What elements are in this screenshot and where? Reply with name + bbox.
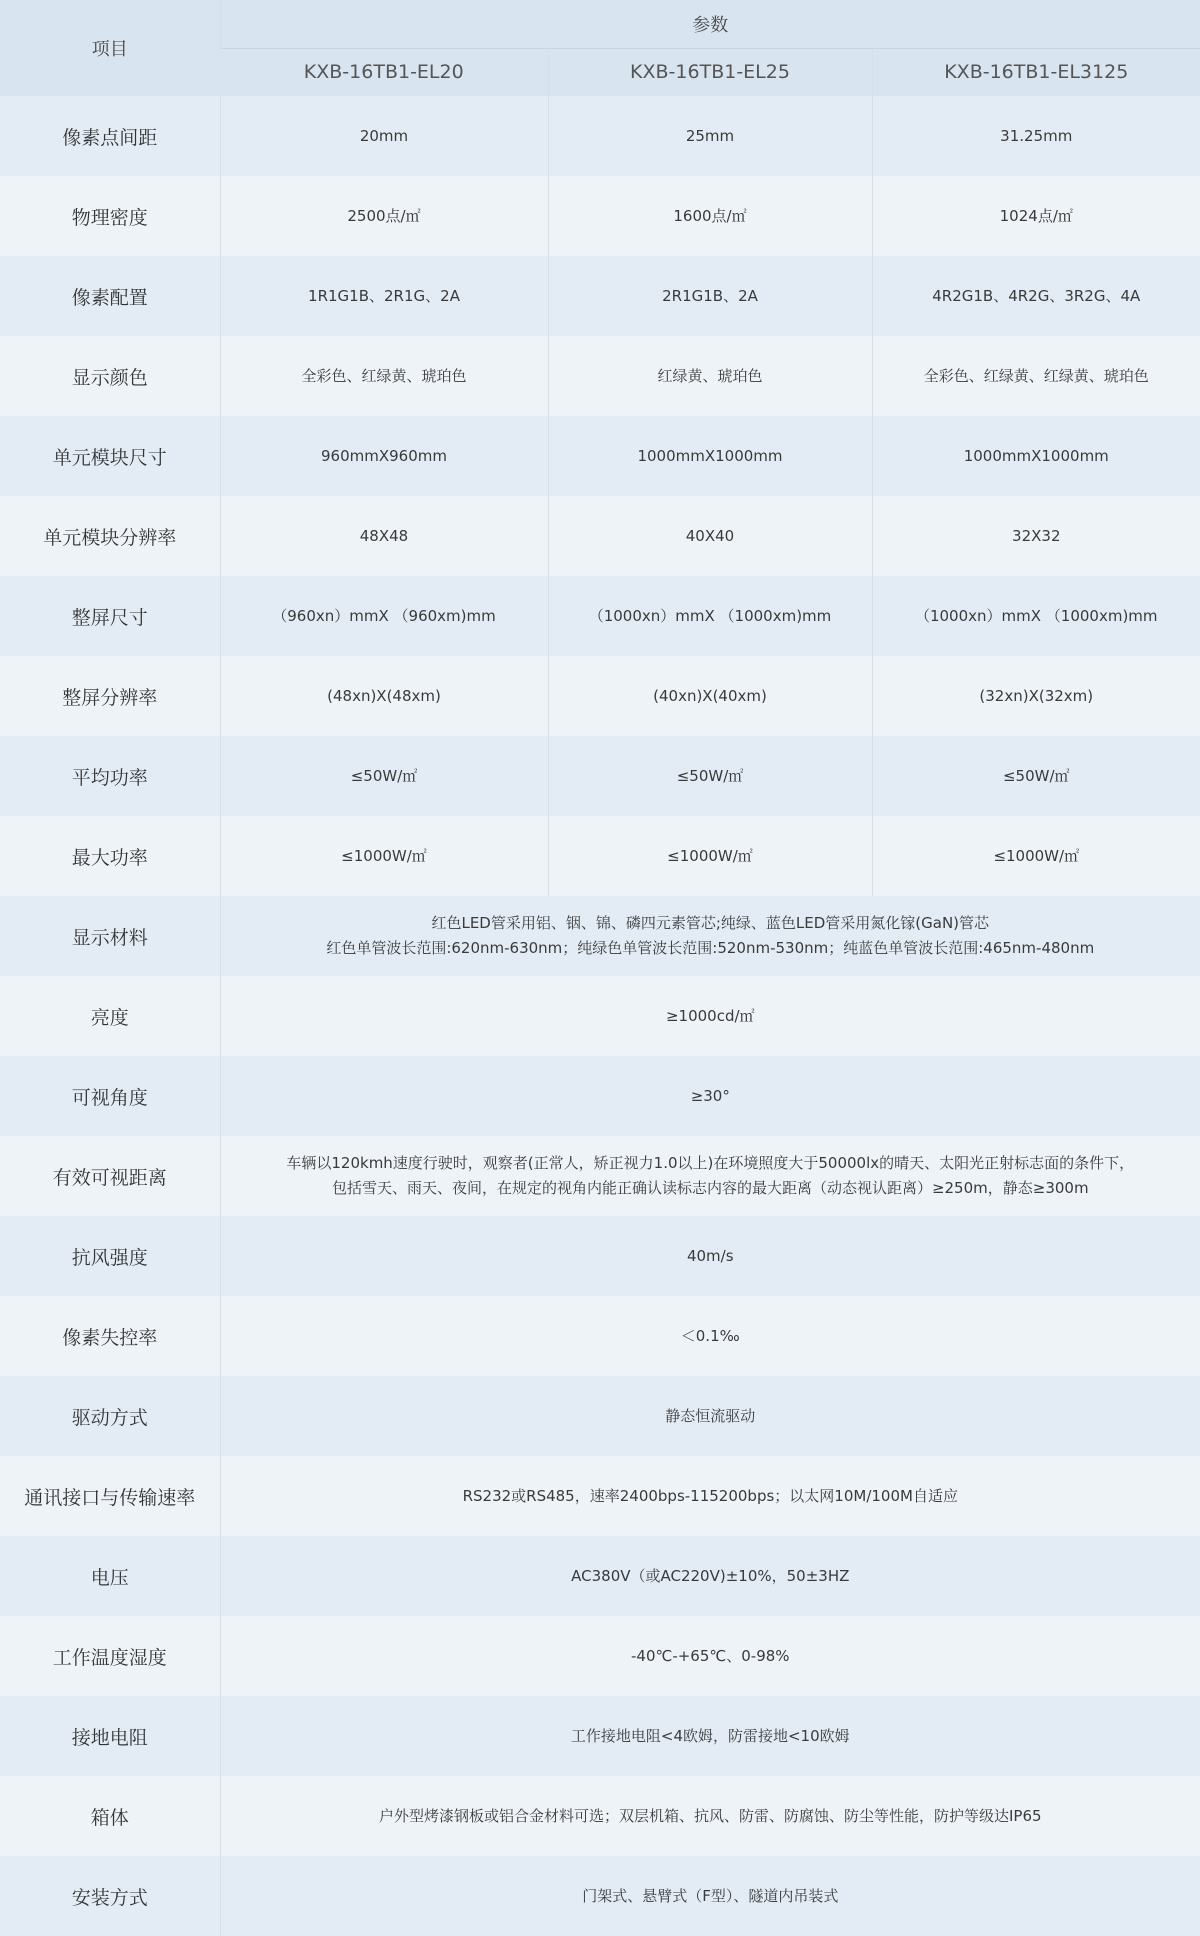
row-label: 安装方式: [0, 1856, 220, 1936]
row-value: (32xn)X(32xm): [872, 656, 1200, 736]
row-value: [220, 1616, 1200, 1696]
row-value: ≤1000W/㎡: [548, 816, 872, 896]
row-value: 32X32: [872, 496, 1200, 576]
value-line: 门架式、悬臂式（F型）、隧道内吊装式: [221, 1884, 1200, 1909]
table-row: [0, 1776, 1200, 1856]
table-row: [0, 1536, 1200, 1616]
row-label: 像素点间距: [0, 96, 220, 176]
table-row: [0, 1376, 1200, 1456]
table-row: [0, 1056, 1200, 1136]
table-row: [0, 1696, 1200, 1776]
value-line: ≥30°: [221, 1084, 1200, 1109]
row-value: (48xn)X(48xm): [220, 656, 548, 736]
header-params: 参数: [220, 0, 1200, 48]
value-line: ＜0.1‰: [221, 1324, 1200, 1349]
row-value: 1000mmX1000mm: [872, 416, 1200, 496]
row-value: 40X40: [548, 496, 872, 576]
row-value: ≤50W/㎡: [872, 736, 1200, 816]
table-row: [0, 1296, 1200, 1376]
table-row: [0, 576, 1200, 656]
table-row: [0, 656, 1200, 736]
row-label: 工作温度湿度: [0, 1616, 220, 1696]
row-value: 4R2G1B、4R2G、3R2G、4A: [872, 256, 1200, 336]
value-line: ≥1000cd/㎡: [221, 1004, 1200, 1029]
header-model: KXB-16TB1-EL3125: [872, 48, 1200, 96]
row-label: 最大功率: [0, 816, 220, 896]
table-row: [0, 96, 1200, 176]
row-value: 31.25mm: [872, 96, 1200, 176]
row-label: 单元模块分辨率: [0, 496, 220, 576]
value-line: 40m/s: [221, 1244, 1200, 1269]
row-value: [220, 1536, 1200, 1616]
table-row: [0, 1616, 1200, 1696]
table-row: [0, 816, 1200, 896]
row-label: 显示材料: [0, 896, 220, 976]
row-label: 有效可视距离: [0, 1136, 220, 1216]
row-value: 48X48: [220, 496, 548, 576]
header-model: KXB-16TB1-EL25: [548, 48, 872, 96]
row-value: [220, 1856, 1200, 1936]
table-row: [0, 176, 1200, 256]
row-value: [220, 976, 1200, 1056]
table-row: [0, 1136, 1200, 1216]
row-label: 亮度: [0, 976, 220, 1056]
row-value: 20mm: [220, 96, 548, 176]
value-line: 静态恒流驱动: [221, 1404, 1200, 1429]
value-line: 车辆以120kmh速度行驶时，观察者(正常人，矫正视力1.0以上)在环境照度大于50000lx的晴天、太阳光正射标志面的条件下，: [221, 1151, 1200, 1176]
row-label: 电压: [0, 1536, 220, 1616]
row-label: 单元模块尺寸: [0, 416, 220, 496]
row-label: 接地电阻: [0, 1696, 220, 1776]
value-line: RS232或RS485，速率2400bps-115200bps；以太网10M/100M自适应: [221, 1484, 1200, 1509]
row-value: [220, 1456, 1200, 1536]
value-line: 红色单管波长范围:620nm-630nm；纯绿色单管波长范围:520nm-530nm；纯蓝色单管波长范围:465nm-480nm: [221, 936, 1200, 961]
row-value: [220, 1216, 1200, 1296]
row-value: （1000xn）mmX （1000xm)mm: [548, 576, 872, 656]
header-model: KXB-16TB1-EL20: [220, 48, 548, 96]
table-row: [0, 736, 1200, 816]
row-label: 驱动方式: [0, 1376, 220, 1456]
value-line: 包括雪天、雨天、夜间，在规定的视角内能正确认读标志内容的最大距离（动态视认距离）≥250m，静态≥300m: [221, 1176, 1200, 1201]
table-row: [0, 976, 1200, 1056]
row-value: [220, 1136, 1200, 1216]
row-value: 红绿黄、琥珀色: [548, 336, 872, 416]
row-value: （960xn）mmX （960xm)mm: [220, 576, 548, 656]
row-label: 整屏分辨率: [0, 656, 220, 736]
table-row: [0, 1856, 1200, 1936]
row-label: 可视角度: [0, 1056, 220, 1136]
row-label: 显示颜色: [0, 336, 220, 416]
value-line: AC380V（或AC220V)±10%，50±3HZ: [221, 1564, 1200, 1589]
row-value: 1000mmX1000mm: [548, 416, 872, 496]
value-line: 工作接地电阻<4欧姆，防雷接地<10欧姆: [221, 1724, 1200, 1749]
row-value: ≤50W/㎡: [548, 736, 872, 816]
row-value: [220, 1056, 1200, 1136]
row-value: 960mmX960mm: [220, 416, 548, 496]
row-value: [220, 896, 1200, 976]
row-value: 全彩色、红绿黄、红绿黄、琥珀色: [872, 336, 1200, 416]
value-line: -40℃-+65℃、0-98%: [221, 1644, 1200, 1669]
row-value: 2R1G1B、2A: [548, 256, 872, 336]
value-line: 红色LED管采用铝、铟、锦、磷四元素管芯;纯绿、蓝色LED管采用氮化镓(GaN)管芯: [221, 911, 1200, 936]
row-value: （1000xn）mmX （1000xm)mm: [872, 576, 1200, 656]
row-label: 像素失控率: [0, 1296, 220, 1376]
row-value: (40xn)X(40xm): [548, 656, 872, 736]
row-label: 箱体: [0, 1776, 220, 1856]
row-value: 1R1G1B、2R1G、2A: [220, 256, 548, 336]
row-value: 1600点/㎡: [548, 176, 872, 256]
row-label: 平均功率: [0, 736, 220, 816]
row-value: 全彩色、红绿黄、琥珀色: [220, 336, 548, 416]
row-label: 抗风强度: [0, 1216, 220, 1296]
table-row: [0, 496, 1200, 576]
table-row: [0, 1456, 1200, 1536]
row-label: 整屏尺寸: [0, 576, 220, 656]
row-value: [220, 1776, 1200, 1856]
row-value: 1024点/㎡: [872, 176, 1200, 256]
table-row: [0, 416, 1200, 496]
row-label: 像素配置: [0, 256, 220, 336]
table-row: [0, 1216, 1200, 1296]
row-value: ≤50W/㎡: [220, 736, 548, 816]
header-item: 项目: [0, 0, 220, 96]
table-row: [0, 256, 1200, 336]
row-value: ≤1000W/㎡: [220, 816, 548, 896]
row-value: 2500点/㎡: [220, 176, 548, 256]
row-value: [220, 1296, 1200, 1376]
row-value: [220, 1376, 1200, 1456]
row-value: ≤1000W/㎡: [872, 816, 1200, 896]
table-row: [0, 896, 1200, 976]
row-label: 通讯接口与传输速率: [0, 1456, 220, 1536]
table-row: [0, 336, 1200, 416]
row-value: 25mm: [548, 96, 872, 176]
value-line: 户外型烤漆钢板或铝合金材料可选；双层机箱、抗风、防雷、防腐蚀、防尘等性能，防护等级达IP65: [221, 1804, 1200, 1829]
row-label: 物理密度: [0, 176, 220, 256]
row-value: [220, 1696, 1200, 1776]
